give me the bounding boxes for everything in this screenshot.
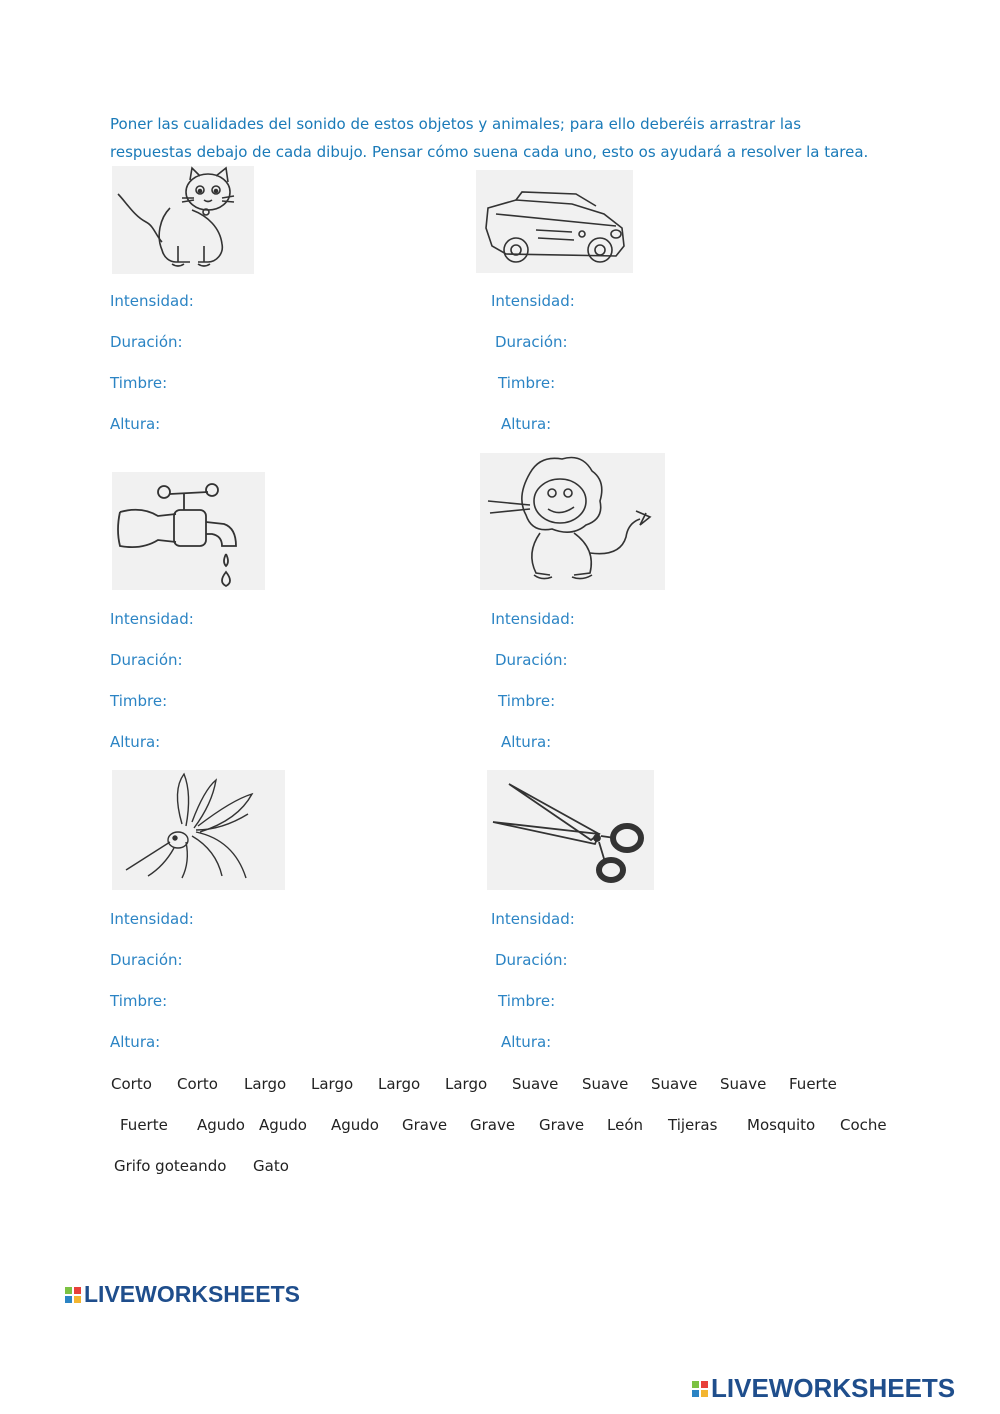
draggable-word[interactable]: Suave [651,1075,698,1093]
draggable-word[interactable]: Mosquito [747,1116,816,1134]
cat-intensidad-label: Intensidad: [110,292,194,310]
draggable-word[interactable]: Corto [111,1075,152,1093]
draggable-word[interactable]: Largo [244,1075,287,1093]
liveworksheets-wordmark: LIVEWORKSHEETS [711,1373,956,1403]
scissors-timbre-label: Timbre: [498,992,556,1010]
cat-icon [112,166,254,274]
scissors-duracion-label: Duración: [495,951,568,969]
mosquito-picture [112,770,285,890]
lion-altura-label: Altura: [501,733,552,751]
draggable-word[interactable]: Coche [840,1116,887,1134]
liveworksheets-mark-icon [692,1381,708,1397]
mosquito-altura-label: Altura: [110,1033,161,1051]
mosquito-duracion-label: Duración: [110,951,183,969]
draggable-word[interactable]: Fuerte [789,1075,837,1093]
draggable-word[interactable]: Largo [445,1075,488,1093]
draggable-word[interactable]: León [607,1116,644,1134]
draggable-word[interactable]: Gato [253,1157,289,1175]
scissors-intensidad-label: Intensidad: [491,910,575,928]
car-duracion-label: Duración: [495,333,568,351]
cat-picture [112,166,254,274]
draggable-word[interactable]: Fuerte [120,1116,168,1134]
instructions-line-2: respuestas debajo de cada dibujo. Pensar cómo suena cada uno, esto os ayudará a resolver la tarea. [110,143,869,161]
draggable-word[interactable]: Grave [470,1116,516,1134]
draggable-word[interactable]: Suave [720,1075,767,1093]
cat-duracion-label: Duración: [110,333,183,351]
draggable-word[interactable]: Corto [177,1075,218,1093]
lion-duracion-label: Duración: [495,651,568,669]
car-icon [476,170,633,273]
draggable-word[interactable]: Grave [402,1116,448,1134]
draggable-word[interactable]: Grifo goteando [114,1157,227,1175]
liveworksheets-logo [65,1281,300,1308]
scissors-altura-label: Altura: [501,1033,552,1051]
tap-intensidad-label: Intensidad: [110,610,194,628]
draggable-word[interactable]: Agudo [331,1116,379,1134]
lion-intensidad-label: Intensidad: [491,610,575,628]
draggable-word[interactable]: Agudo [197,1116,245,1134]
scissors-icon [487,770,654,890]
car-altura-label: Altura: [501,415,552,433]
tap-altura-label: Altura: [110,733,161,751]
draggable-word[interactable]: Suave [512,1075,559,1093]
dripping-tap-icon [112,472,265,590]
draggable-word[interactable]: Grave [539,1116,585,1134]
mosquito-icon [112,770,285,890]
instructions [110,110,910,166]
mosquito-timbre-label: Timbre: [110,992,168,1010]
liveworksheets-wordmark: LIVEWORKSHEETS [84,1281,300,1307]
liveworksheets-logo-footer [692,1373,955,1404]
instructions-line-1: Poner las cualidades del sonido de estos objetos y animales; para ello deberéis arrastrar las [110,115,802,133]
tap-picture [112,472,265,590]
lion-picture [480,453,665,590]
cat-altura-label: Altura: [110,415,161,433]
car-picture [476,170,633,273]
draggable-word[interactable]: Tijeras [668,1116,718,1134]
draggable-word[interactable]: Largo [378,1075,421,1093]
cat-timbre-label: Timbre: [110,374,168,392]
tap-timbre-label: Timbre: [110,692,168,710]
car-intensidad-label: Intensidad: [491,292,575,310]
scissors-picture [487,770,654,890]
car-timbre-label: Timbre: [498,374,556,392]
lion-timbre-label: Timbre: [498,692,556,710]
draggable-word[interactable]: Largo [311,1075,354,1093]
mosquito-intensidad-label: Intensidad: [110,910,194,928]
tap-duracion-label: Duración: [110,651,183,669]
draggable-word[interactable]: Suave [582,1075,629,1093]
draggable-word[interactable]: Agudo [259,1116,307,1134]
liveworksheets-mark-icon [65,1287,81,1303]
lion-icon [480,453,665,590]
